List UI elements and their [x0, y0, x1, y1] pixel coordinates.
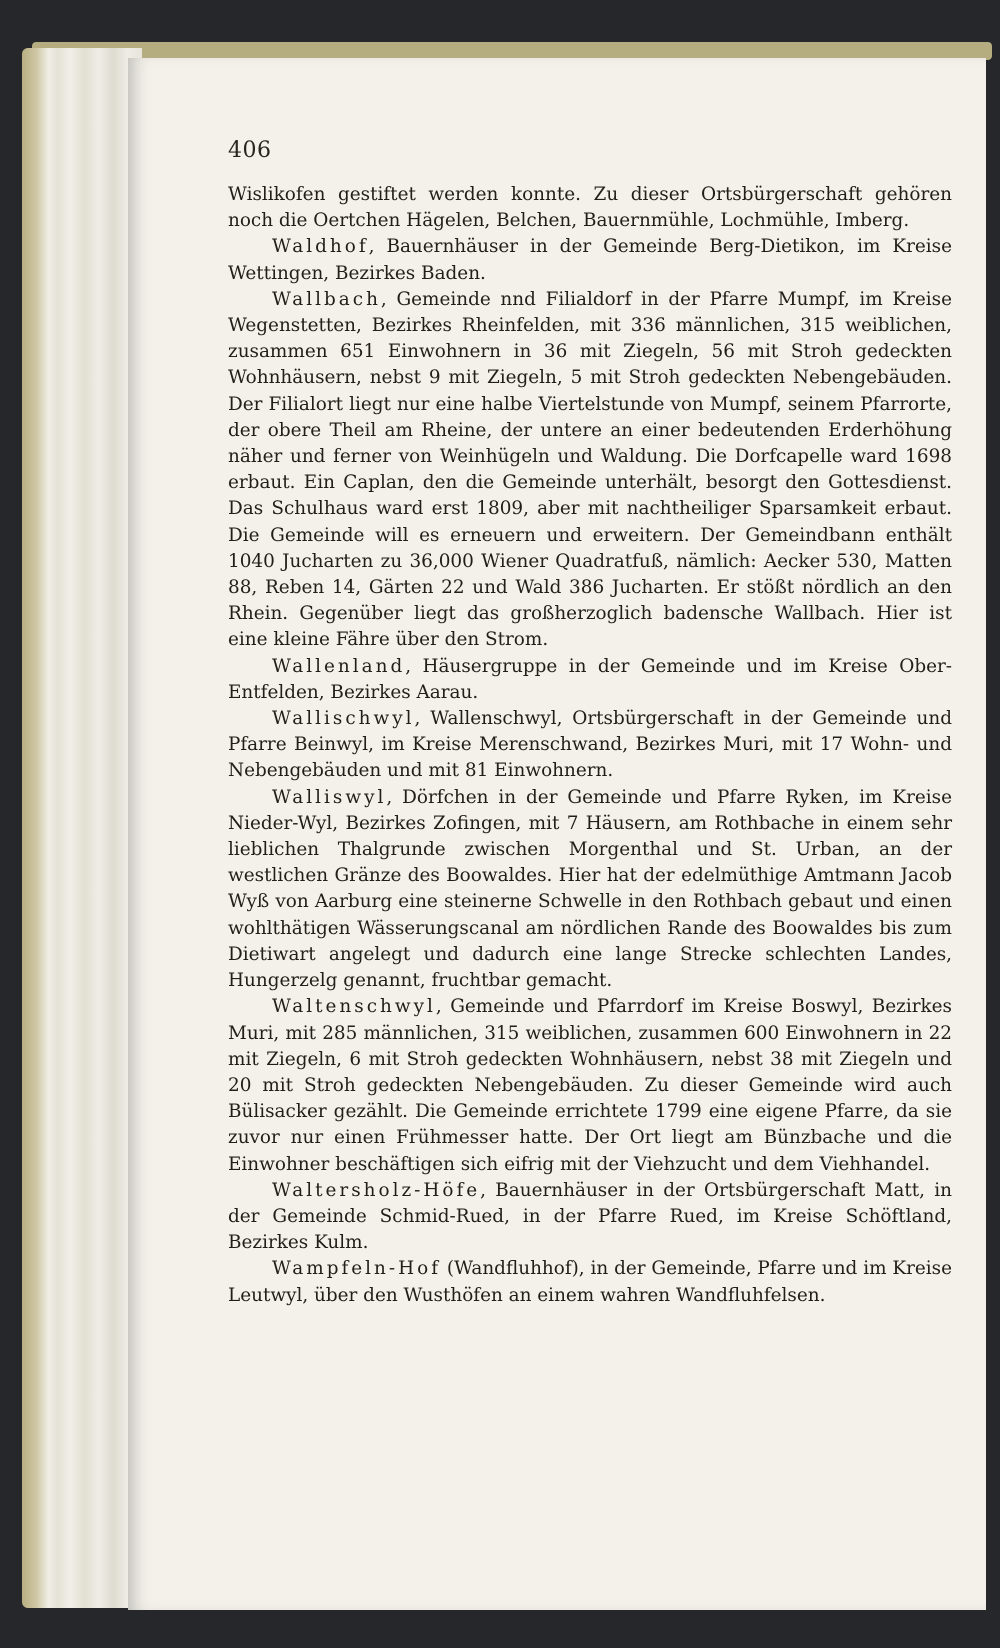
entry-heading: Waltenschwyl	[272, 996, 436, 1018]
entry-waltersholz	[228, 1178, 952, 1257]
entry-text: , Häusergruppe in der Gemeinde und im Kreise Ober-Entfelden, Bezirkes Aarau.	[228, 655, 952, 703]
entry-walliswyl	[228, 785, 952, 995]
entry-wallbach	[228, 287, 952, 654]
paragraph-continuation	[228, 182, 952, 234]
page-number: 406	[228, 138, 272, 163]
entry-text: (Wandfluhhof), in der Gemeinde, Pfarre und im Kreise Leutwyl, über den Wusthöfen an einem wahren Wandfluhfelsen.	[228, 1258, 952, 1306]
entry-waldhof	[228, 234, 952, 286]
entry-heading: Waldhof	[272, 236, 369, 258]
entry-wallenland	[228, 654, 952, 706]
entry-heading: Wallbach	[272, 288, 381, 310]
entry-wallischwyl	[228, 706, 952, 785]
entry-text: , Dörfchen in der Gemeinde und Pfarre Ryken, im Kreise Nieder-Wyl, Bezirkes Zofingen, mit 7 Häusern, am Rothbache in einem sehr lieblichen Thalgrunde zwischen Morgenthal und St. Urban, an der westlichen Gränze des Boowaldes. Hier hat der edelmüthige Amtmann Jacob Wyß von Aarburg eine steinerne Schwelle in den Rothbach gebaut und einen wohlthätigen Wässerungscanal am nördlichen Rande des Boowaldes bis zum Dietiwart angelegt und dadurch eine lange Strecke schlechten Landes, Hungerzelg genannt, fruchtbar gemacht.	[228, 786, 952, 992]
entry-heading: Wallenland	[272, 655, 406, 677]
entry-heading: Waltersholz-Höfe	[272, 1179, 481, 1201]
entry-waltenschwyl	[228, 994, 952, 1177]
entry-text: , Gemeinde nnd Filialdorf in der Pfarre Mumpf, im Kreise Wegenstetten, Bezirkes Rheinfelden, mit 336 männlichen, 315 weiblichen, zusammen 651 Einwohnern in 36 mit Ziegeln, 56 mit Stroh gedeckten Wohnhäusern, nebst 9 mit Ziegeln, 5 mit Stroh gedeckten Nebengebäuden. Der Filialort liegt nur eine halbe Viertelstunde von Mumpf, seinem Pfarrorte, der obere Theil am Rheine, der untere an einer bedeutenden Erderhöhung näher und ferner von Weinhügeln und Waldung. Die Dorfcapelle ward 1698 erbaut. Ein Caplan, den die Gemeinde unterhält, besorgt den Gottesdienst. Das Schulhaus ward erst 1809, aber mit nachtheiliger Sparsamkeit erbaut. Die Gemeinde will es erneuern und erweitern. Der Gemeindbann enthält 1040 Jucharten zu 36,000 Wiener Quadratfuß, nämlich: Aecker 530, Matten 88, Reben 14, Gärten 22 und Wald 386 Jucharten. Er stößt nördlich an den Rhein. Gegenüber liegt das großherzoglich badensche Wallbach. Hier ist eine kleine Fähre über den Strom.	[228, 288, 952, 651]
entry-heading: Wallischwyl	[272, 708, 415, 730]
entry-text: , Wallenschwyl, Ortsbürgerschaft in der Gemeinde und Pfarre Beinwyl, im Kreise Merenschwand, Bezirkes Muri, mit 17 Wohn- und Nebengebäuden und mit 81 Einwohnern.	[228, 708, 952, 782]
entry-heading: Walliswyl	[272, 786, 387, 808]
entry-wampfeln	[228, 1256, 952, 1308]
paragraph-text: Wislikofen gestiftet werden konnte. Zu dieser Ortsbürgerschaft gehören noch die Oertchen Hägelen, Belchen, Bauernmühle, Lochmühle, Imberg.	[228, 184, 952, 232]
entry-text: , Bauernhäuser in der Gemeinde Berg-Dietikon, im Kreise Wettingen, Bezirkes Baden.	[228, 236, 952, 284]
entry-text: , Bauernhäuser in der Ortsbürgerschaft Matt, in der Gemeinde Schmid-Rued, in der Pfarre Rued, im Kreise Schöftland, Bezirkes Kulm.	[228, 1179, 952, 1254]
entry-text: , Gemeinde und Pfarrdorf im Kreise Boswyl, Bezirkes Muri, mit 285 männlichen, 315 weiblichen, zusammen 600 Einwohnern in 22 mit Ziegeln, 6 mit Stroh gedeckten Wohnhäusern, nebst 38 mit Ziegeln und 20 mit Stroh gedeckten Nebengebäuden. Zu dieser Gemeinde wird auch Bülisacker gezählt. Die Gemeinde errichtete 1799 eine eigene Pfarre, da sie zuvor nur einen Frühmesser hatte. Der Ort liegt am Bünzbache und die Einwohner beschäftigen sich eifrig mit der Viehzucht und dem Viehhandel.	[228, 996, 952, 1175]
page-body	[228, 182, 952, 1309]
page-stack-edge	[22, 48, 142, 1608]
entry-heading: Wampfeln-Hof	[272, 1258, 442, 1280]
